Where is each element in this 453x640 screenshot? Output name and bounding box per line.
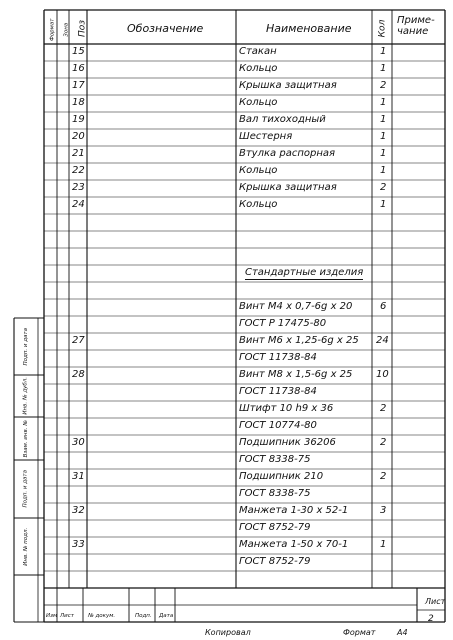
row-position: 27 <box>72 335 85 346</box>
row-name: ГОСТ 11738-84 <box>239 386 317 397</box>
title-col-label: Подп. <box>135 613 152 619</box>
row-quantity: 1 <box>380 148 387 159</box>
row-quantity: 2 <box>380 403 387 414</box>
row-quantity: 6 <box>380 301 387 312</box>
row-name: ГОСТ 11738-84 <box>239 352 317 363</box>
row-name: ГОСТ Р 17475-80 <box>239 318 327 329</box>
header-designation: Обозначение <box>127 22 204 35</box>
row-name: Крышка защитная <box>239 80 337 91</box>
strip-label: Подп. и дата <box>22 327 29 365</box>
row-name: Кольцо <box>239 97 278 108</box>
row-name: ГОСТ 8752-79 <box>239 556 311 567</box>
row-quantity: 1 <box>380 97 387 108</box>
row-quantity: 24 <box>376 335 389 346</box>
strip-label: Инв. № дубл. <box>22 376 29 415</box>
row-quantity: 2 <box>380 471 387 482</box>
row-position: 31 <box>72 471 85 482</box>
strip-label: Взам. инв. № <box>22 419 29 457</box>
row-position: 28 <box>72 369 85 380</box>
row-quantity: 1 <box>380 165 387 176</box>
row-position: 21 <box>72 148 85 159</box>
row-name: ГОСТ 8338-75 <box>239 488 311 499</box>
header-format: Формат <box>49 18 56 41</box>
row-position: 19 <box>72 114 85 125</box>
row-position: 22 <box>72 165 85 176</box>
row-position: 24 <box>72 199 85 210</box>
row-position: 17 <box>72 80 85 91</box>
footer-format-value: А4 <box>397 628 408 637</box>
row-quantity: 2 <box>380 80 387 91</box>
row-name: Винт М4 х 0,7-6g х 20 <box>239 301 353 312</box>
row-name: Вал тихоходный <box>239 114 326 125</box>
header-zone: Зона <box>63 22 70 37</box>
row-name: Манжета 1-50 х 70-1 <box>239 539 349 550</box>
row-name: Стакан <box>239 46 277 57</box>
row-position: 30 <box>72 437 85 448</box>
row-name: Втулка распорная <box>239 148 336 159</box>
strip-label: Инв. № подл. <box>22 527 29 566</box>
row-position: 23 <box>72 182 85 193</box>
row-position: 33 <box>72 539 85 550</box>
row-quantity: 1 <box>380 63 387 74</box>
sheet-label: Лист <box>425 597 446 606</box>
row-position: 32 <box>72 505 85 516</box>
row-name: Штифт 10 h9 х 36 <box>239 403 334 414</box>
strip-label: Подп. и дата <box>22 470 29 508</box>
title-col-label: № докум. <box>88 613 116 619</box>
row-name: Кольцо <box>239 63 278 74</box>
row-quantity: 1 <box>380 131 387 142</box>
row-name: Шестерня <box>239 131 293 142</box>
row-name: ГОСТ 8752-79 <box>239 522 311 533</box>
title-col-label: Изм <box>46 613 58 619</box>
header-qty: Кол <box>377 19 388 38</box>
row-quantity: 3 <box>380 505 387 516</box>
row-name: Винт М8 х 1,5-6g х 25 <box>239 369 353 380</box>
row-quantity: 1 <box>380 46 387 57</box>
row-name: Винт М6 х 1,25-6g х 25 <box>239 335 359 346</box>
row-quantity: 10 <box>376 369 389 380</box>
row-name: Подшипник 36206 <box>239 437 336 448</box>
title-col-label: Дата <box>159 613 174 619</box>
row-name: ГОСТ 10774-80 <box>239 420 317 431</box>
row-position: 15 <box>72 46 85 57</box>
row-name: Кольцо <box>239 199 278 210</box>
header-note: Приме- чание <box>397 15 435 37</box>
header-name: Наименование <box>266 22 352 35</box>
row-quantity: 1 <box>380 199 387 210</box>
sheet-number: 2 <box>428 614 434 624</box>
row-name: Крышка защитная <box>239 182 337 193</box>
row-name: Манжета 1-30 х 52-1 <box>239 505 349 516</box>
row-position: 16 <box>72 63 85 74</box>
row-position: 18 <box>72 97 85 108</box>
row-name: Подшипник 210 <box>239 471 324 482</box>
section-heading: Стандартные изделия <box>245 267 364 278</box>
title-col-label: Лист <box>60 613 74 619</box>
row-position: 20 <box>72 131 85 142</box>
footer-format-label: Формат <box>343 628 376 637</box>
row-quantity: 1 <box>380 539 387 550</box>
header-pos: Поз <box>77 19 88 38</box>
row-quantity: 2 <box>380 182 387 193</box>
row-quantity: 1 <box>380 114 387 125</box>
row-name: Кольцо <box>239 165 278 176</box>
row-quantity: 2 <box>380 437 387 448</box>
row-name: ГОСТ 8338-75 <box>239 454 311 465</box>
footer-copied: Копировал <box>205 628 251 637</box>
